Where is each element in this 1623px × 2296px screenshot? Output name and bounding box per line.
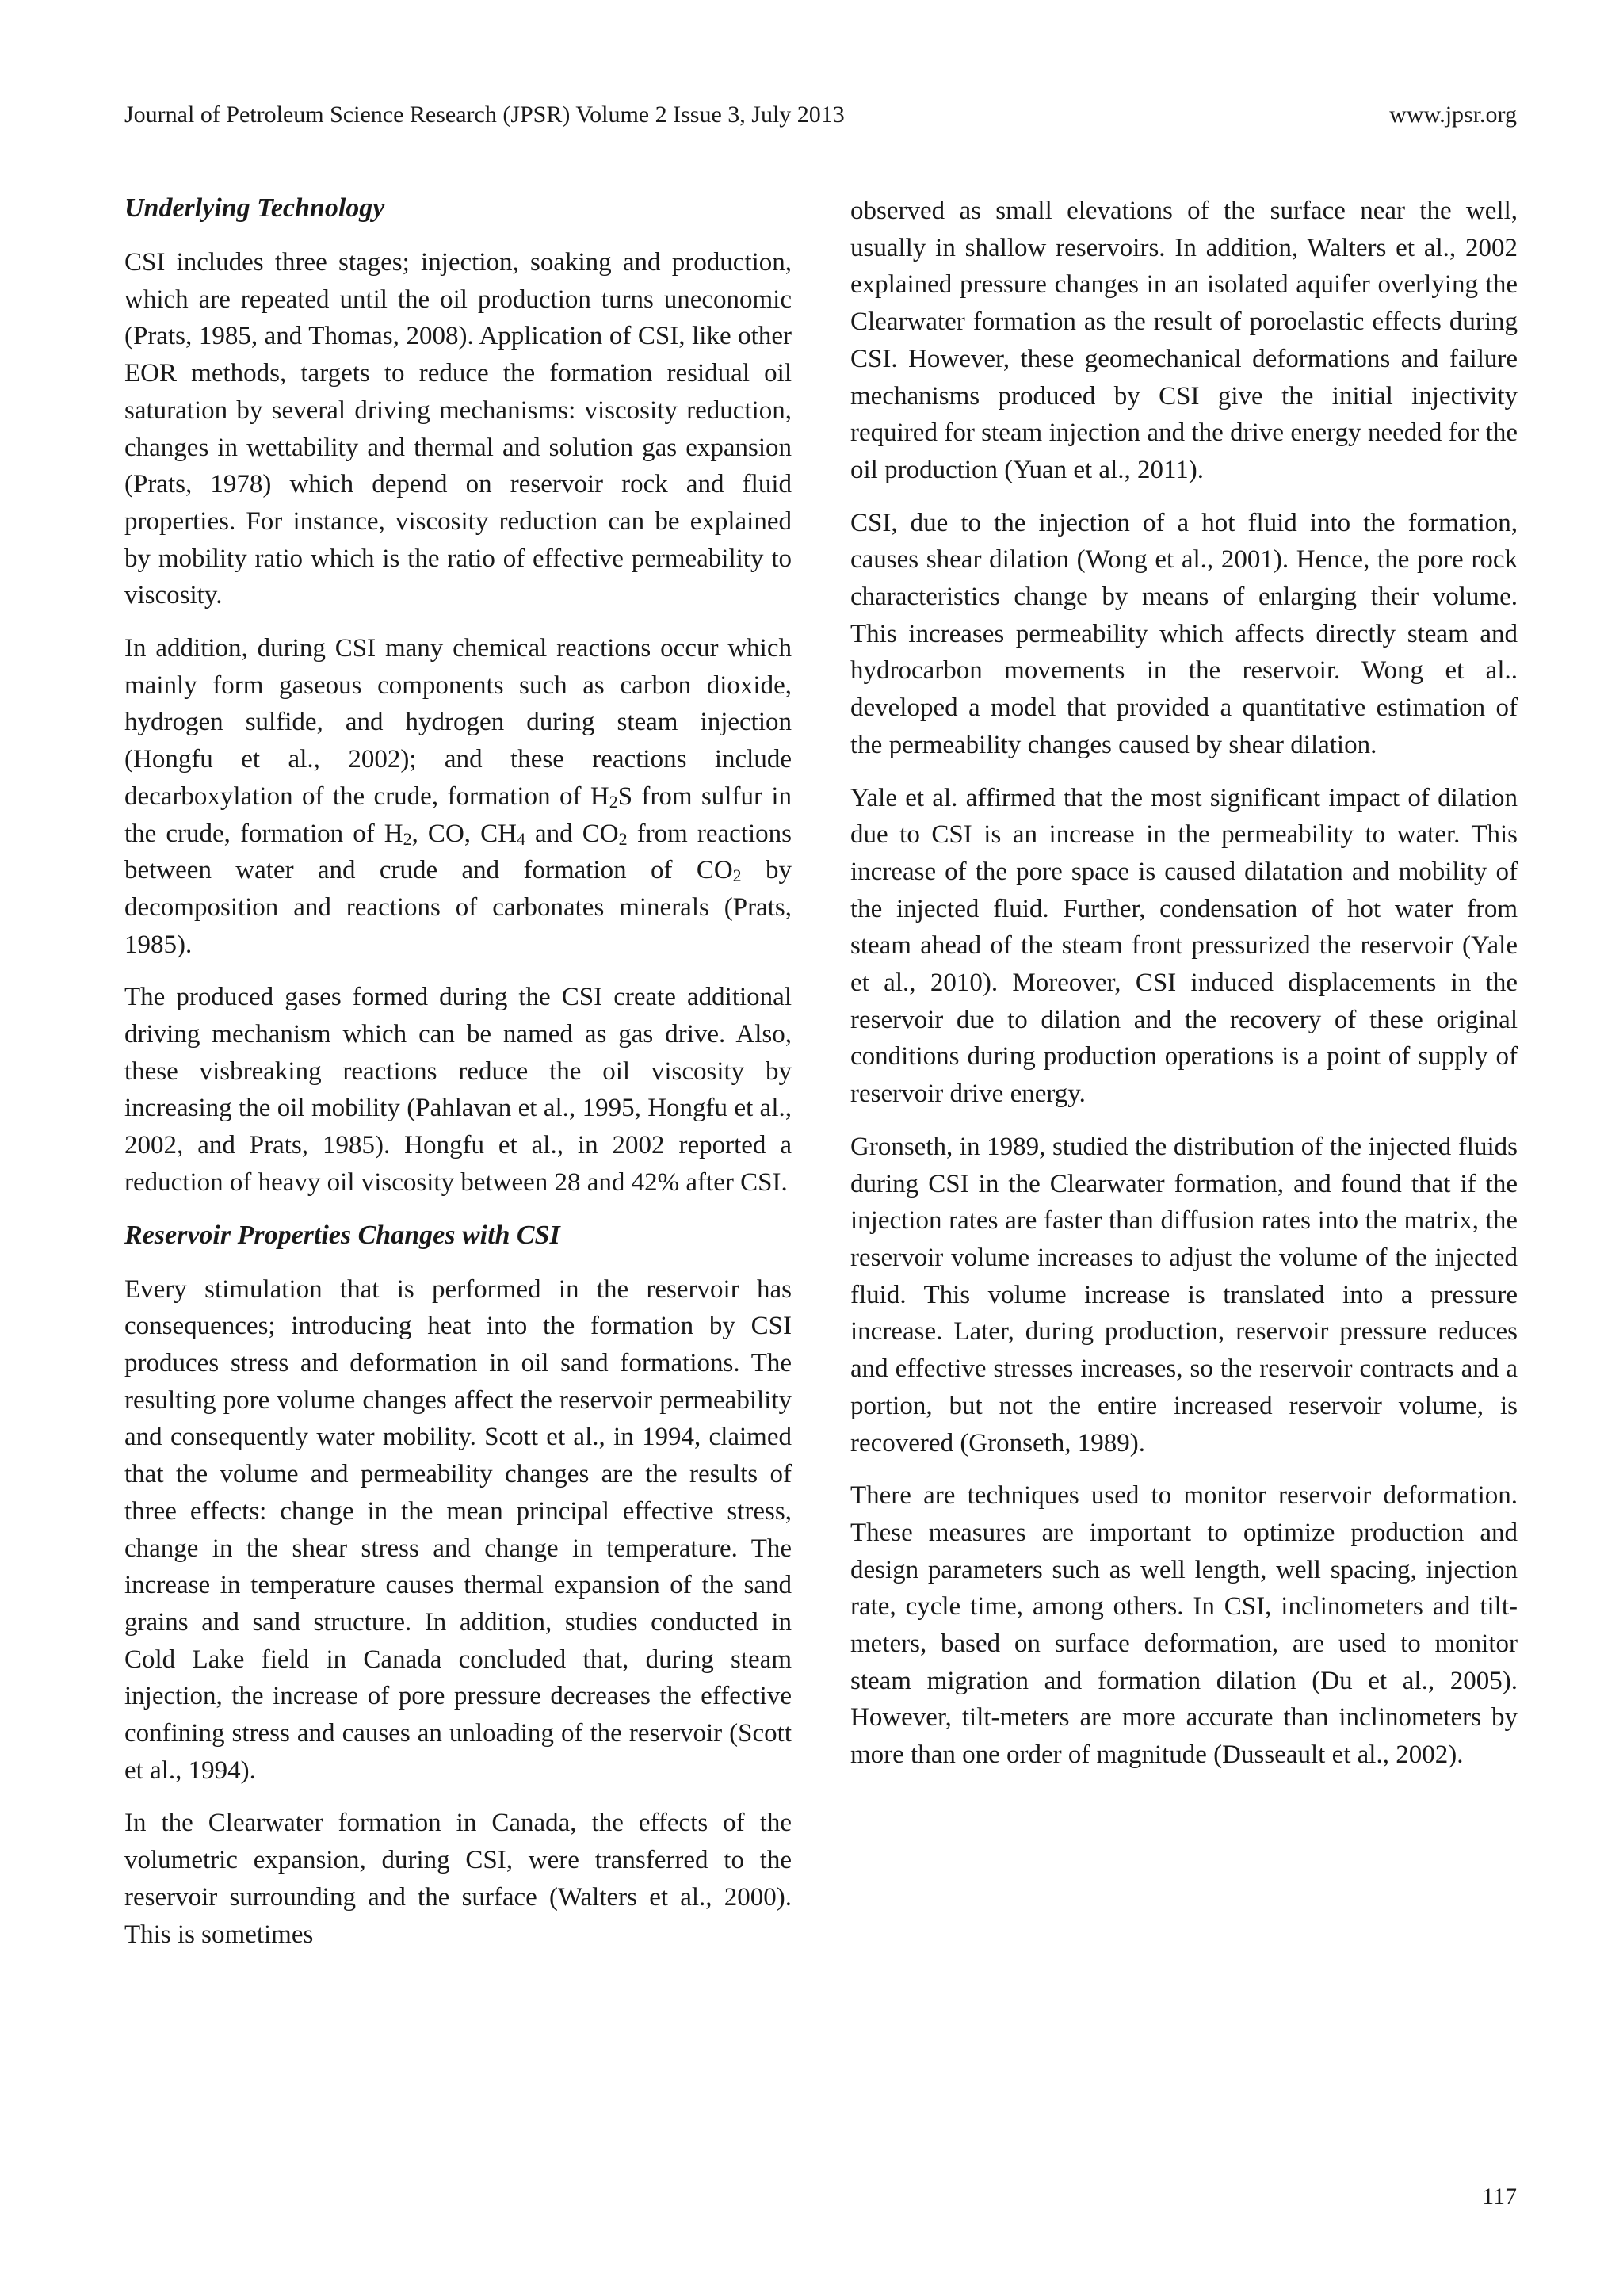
paragraph-gronseth-study: Gronseth, in 1989, studied the distribution of the injected fluids during CSI in the Clearwater formation, and found that if the injection rates are faster than diffusion rates into the matrix, the reservoir volume increases to adjust the volume of the injected fluid. This volume increase is translated into a pressure increase. Later, during production, reservoir pressure reduces and effective stresses increases, so the reservoir contracts and a portion, but not the entire increased reservoir volume, is recovered (Gronseth, 1989). [850, 1132, 1518, 1457]
paragraph-yale-dilation: Yale et al. affirmed that the most significant impact of dilation due to CSI is an increase in the permeability to water. This increase of the pore space is caused dilatation and mobility of the injected fluid. Further, condensation of hot water from steam ahead of the steam front pressurized the reservoir (Yale et al., 2010). Moreover, CSI induced displacements in the reservoir due to dilation and the recovery of these original conditions during production operations is a point of supply of reservoir drive energy. [850, 783, 1518, 1109]
paragraph-text: by decomposition and reactions of carbonates minerals (Prats, 1985). [124, 856, 792, 959]
subscript: 2 [732, 865, 742, 886]
paragraph-text: S from sulfur in the crude, formation of H [124, 781, 792, 848]
paragraph-text: In addition, during CSI many chemical reactions occur which mainly form gaseous components such as carbon dioxide, hydrogen sulfide, and hydrogen during steam injection (Hongfu et al., 2002); and these reactions include decarboxylation of the crude, formation of H [124, 634, 792, 811]
paragraph-text: from reactions between water and crude and formation of CO [124, 819, 792, 885]
paragraph-produced-gases: The produced gases formed during the CSI create additional driving mechanism which can be named as gas drive. Also, these visbreaking reactions reduce the oil viscosity by increasing the oil mobility (Pahlavan et al., 1995, Hongfu et al., 2002, and Prats, 1985). Hongfu et al., in 2002 reported a reduction of heavy oil viscosity between 28 and 42% after CSI. [124, 983, 792, 1197]
section-heading-underlying-technology: Underlying Technology [124, 193, 385, 223]
paragraph-stimulation-consequences: Every stimulation that is performed in the reservoir has consequences; introducing heat into the formation by CSI produces stress and deformation in oil sand formations. The resulting pore volume changes affect the reservoir permeability and consequently water mobility. Scott et al., in 1994, claimed that the volume and permeability changes are the results of three effects: change in the mean principal effective stress, change in the shear stress and change in temperature. The increase in temperature causes thermal expansion of the sand grains and sand structure. In addition, studies conducted in Cold Lake field in Canada concluded that, during steam injection, the increase of pore pressure decreases the effective confining stress and causes an unloading of the reservoir (Scott et al., 1994). [124, 1274, 792, 1785]
paragraph-surface-elevations: observed as small elevations of the surface near the well, usually in shallow reservoirs. In addition, Walters et al., 2002 explained pressure changes in an isolated aquifer overlying the Clearwater formation as the result of poroelastic effects during CSI. However, these geomechanical deformations and failure mechanisms produced by CSI give the initial injectivity required for steam injection and the drive energy needed for the oil production (Yuan et al., 2011). [850, 197, 1518, 484]
subscript: 2 [403, 828, 412, 849]
right-column [850, 193, 1518, 1790]
journal-title: Journal of Petroleum Science Research (JPSR) Volume 2 Issue 3, July 2013 [124, 101, 845, 128]
subscript: 4 [516, 828, 525, 849]
section-heading-reservoir-properties: Reservoir Properties Changes with CSI [124, 1220, 560, 1250]
paragraph-csi-stages: CSI includes three stages; injection, soaking and production, which are repeated until the oil production turns uneconomic (Prats, 1985, and Thomas, 2008). Application of CSI, like other EOR methods, targets to reduce the formation residual oil saturation by several driving mechanisms: viscosity reduction, changes in wettability and thermal and solution gas expansion (Prats, 1978) which depend on reservoir rock and fluid properties. For instance, viscosity reduction can be explained by mobility ratio which is the ratio of effective permeability to viscosity. [124, 248, 792, 610]
paragraph-text: and CO [525, 819, 619, 848]
paragraph-clearwater-formation: In the Clearwater formation in Canada, the effects of the volumetric expansion, during CSI, were transferred to the reservoir surrounding and the surface (Walters et al., 2000). This is sometimes [124, 1809, 792, 1949]
paragraph-monitoring-techniques: There are techniques used to monitor reservoir deformation. These measures are important to optimize production and design parameters such as well length, well spacing, injection rate, cycle time, among others. In CSI, inclinometers and tilt-meters, based on surface deformation, are used to monitor steam migration and formation dilation (Du et al., 2005). However, tilt-meters are more accurate than inclinometers by more than one order of magnitude (Dusseault et al., 2002). [850, 1481, 1518, 1770]
running-header [124, 95, 1517, 135]
subscript: 2 [609, 791, 618, 812]
paragraph-chemical-reactions [124, 630, 792, 963]
paragraph-text: , CO, CH [411, 819, 517, 848]
left-column [124, 190, 792, 1969]
page-number: 117 [1482, 2183, 1517, 2210]
paragraph-shear-dilation: CSI, due to the injection of a hot fluid into the formation, causes shear dilation (Wong et al., 2001). Hence, the pore rock characteristics change by means of enlarging their volume. This increases permeability which affects directly steam and hydrocarbon movements in the reservoir. Wong et al.. developed a model that provided a quantitative estimation of the permeability changes caused by shear dilation. [850, 508, 1518, 759]
subscript: 2 [618, 828, 628, 849]
journal-website: www.jpsr.org [1389, 101, 1517, 128]
